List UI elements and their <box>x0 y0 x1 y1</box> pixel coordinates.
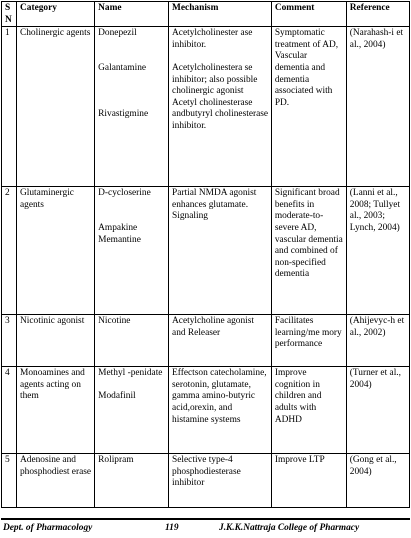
cell-sn: 4 <box>2 367 17 454</box>
table-header-row <box>2 2 410 27</box>
cell-comment: Significant broad benefits in moderate-to-severe AD, vascular dementia and combined of non-specified dementia <box>271 187 346 315</box>
drug-name: Galantamine <box>98 62 147 73</box>
mechanism-text: Partial NMDA agonist enhances glutamate. Signaling <box>172 188 257 222</box>
table-row <box>2 315 410 367</box>
drug-name: Memantine <box>98 234 141 245</box>
cell-name <box>95 315 169 367</box>
header-category: Category <box>16 2 94 27</box>
drug-name: Ampakine <box>98 222 138 233</box>
cell-sn: 1 <box>2 27 17 187</box>
mechanism-text: Acetylcholine agonist and Releaser <box>172 316 255 338</box>
drug-name: Rivastigmine <box>98 109 149 120</box>
cell-sn: 2 <box>2 187 17 315</box>
header-name: Name <box>95 2 169 27</box>
header-mechanism: Mechanism <box>169 2 272 27</box>
cell-reference: (Turner et al., 2004) <box>346 367 409 454</box>
drug-name: Rolipram <box>98 455 134 466</box>
cell-name <box>95 187 169 315</box>
cell-mechanism <box>169 315 272 367</box>
cell-reference: (Ahijevyc-h et al., 2002) <box>346 315 409 367</box>
table-row <box>2 367 410 454</box>
footer-college: J.K.K.Nattraja College of Pharmacy <box>219 523 360 533</box>
drug-name: D-cycloserine <box>98 188 151 199</box>
cell-category: Adenosine and phosphodiest erase <box>16 454 94 508</box>
cell-name <box>95 454 169 508</box>
mechanism-text: Acetylcholinestera se inhibitor; also possible cholinergic agonist <box>172 62 258 97</box>
drug-name: Donepezil <box>98 28 137 39</box>
mechanism-text: Selective type-4 phosphodiesterase inhibitor <box>172 455 241 489</box>
header-comment: Comment <box>271 2 346 27</box>
cell-comment: Improve LTP <box>271 454 346 508</box>
table-row <box>2 454 410 508</box>
cell-mechanism <box>169 454 272 508</box>
drug-name: Nicotine <box>98 316 131 327</box>
cell-reference: (Lanni et al., 2008; Tullyet al., 2003; Lynch, 2004) <box>346 187 409 315</box>
drug-name: Methyl -penidate <box>98 368 163 379</box>
mechanism-text: Acetyl cholinesterase andbutyryl cholinesterase inhibitor. <box>172 97 269 131</box>
cell-name <box>95 27 169 187</box>
cell-name <box>95 367 169 454</box>
cell-reference: (Narahash-i et al., 2004) <box>346 27 409 187</box>
page-footer <box>3 523 408 537</box>
footer-divider <box>1 518 410 520</box>
footer-department: Dept. of Pharmacology <box>3 523 93 533</box>
table-row <box>2 27 410 187</box>
cell-reference: (Gong et al., 2004) <box>346 454 409 508</box>
cell-comment: Facilitates learning/me mory performance <box>271 315 346 367</box>
cell-comment: Symptomatic treatment of AD, Vascular dementia and dementia associated with PD. <box>271 27 346 187</box>
cell-category: Nicotinic agonist <box>16 315 94 367</box>
mechanism-text: Effectson catecholamine, serotonin, glutamate, gamma amino-butyric acid,orexin, and histamine systems <box>172 368 267 425</box>
cell-mechanism <box>169 187 272 315</box>
cell-sn: 3 <box>2 315 17 367</box>
header-reference: Reference <box>346 2 409 27</box>
drug-table <box>1 1 410 508</box>
cell-category: Monoamines and agents acting on them <box>16 367 94 454</box>
cell-category: Cholinergic agents <box>16 27 94 187</box>
mechanism-text: Acetylcholinester ase inhibitor. <box>172 28 253 50</box>
cell-mechanism <box>169 367 272 454</box>
cell-sn: 5 <box>2 454 17 508</box>
cell-mechanism <box>169 27 272 187</box>
cell-comment: Improve cognition in children and adults with ADHD <box>271 367 346 454</box>
table-row <box>2 187 410 315</box>
cell-category: Glutaminergic agents <box>16 187 94 315</box>
drug-name: Modafinil <box>98 391 136 402</box>
header-sn: SN <box>2 2 17 27</box>
footer-page-number: 119 <box>165 523 179 533</box>
